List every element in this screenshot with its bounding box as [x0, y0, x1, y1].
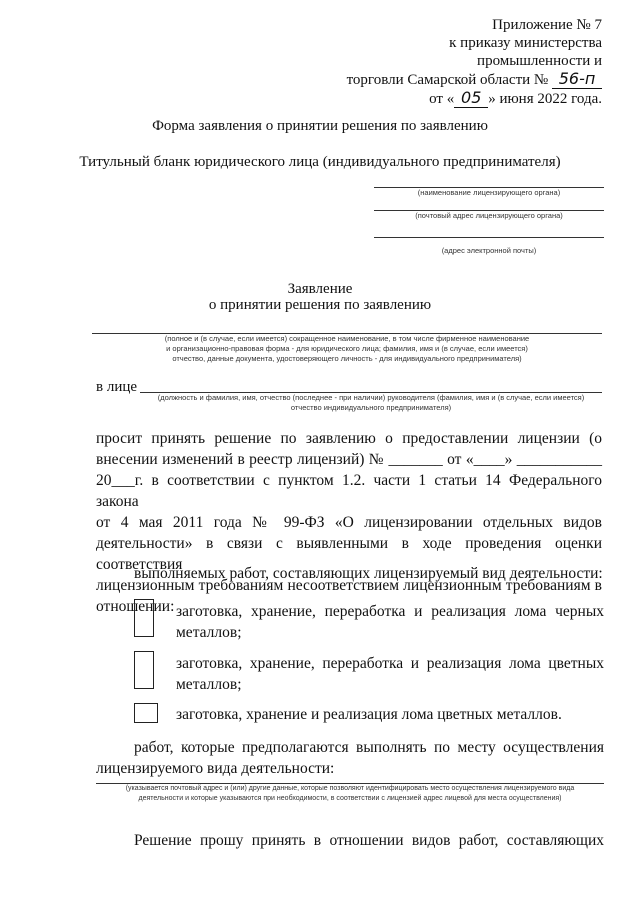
checkbox-icon	[134, 651, 154, 689]
option-2-checkbox[interactable]	[134, 651, 154, 689]
header-line3: промышленности и	[477, 53, 602, 69]
option-2-line2: металлов;	[176, 676, 242, 693]
option-1-text	[176, 601, 604, 643]
works-intro: выполняемых работ, составляющих лицензируемый вид деятельности:	[134, 565, 603, 582]
representative-caption-1: (должность и фамилия, имя, отчество (последнее - при наличии) руководителя (фамилия, имя и (в случае, если имеется)	[157, 393, 585, 402]
p1-line3: 20___г. в соответствии с пунктом 1.2. части 1 статьи 14 Федерального закона	[96, 472, 602, 510]
option-3-text	[176, 704, 604, 725]
header-line2: к приказу министерства	[449, 35, 602, 51]
request-paragraph	[96, 428, 602, 617]
p1-line5: деятельности» в связи с выявленными в ходе проведения оценки соответствия	[96, 535, 602, 573]
place-paragraph	[134, 737, 604, 758]
place-caption-1: (указывается почтовый адрес и (или) другие данные, которые позволяют идентифицировать место осуществления лицензируемого вида	[125, 785, 575, 792]
p1-line7: отношении:	[96, 598, 175, 615]
doc-subtitle: о принятии решения по заявлению	[208, 297, 432, 313]
header-line5-suffix: » июня 2022 года.	[488, 91, 602, 107]
applicant-caption-1: (полное и (в случае, если имеется) сокращенное наименование, в том числе фирменное наименование	[164, 334, 530, 343]
representative-block	[140, 392, 602, 413]
addressee-rule-3	[374, 237, 604, 238]
addressee-caption-3: (адрес электронной почты)	[441, 246, 537, 255]
addressee-caption-2: (почтовый адрес лицензирующего органа)	[415, 211, 563, 220]
applicant-block	[92, 333, 602, 364]
order-day: 05	[454, 89, 488, 108]
representative-caption-2: отчество индивидуального предпринимателя)	[290, 403, 452, 412]
p1-line4: от 4 мая 2011 года № 99-ФЗ «О лицензировании отдельных видов	[96, 514, 602, 531]
place-block	[96, 783, 604, 804]
checkbox-icon	[134, 703, 158, 723]
decision-paragraph: Решение прошу принять в отношении видов работ, составляющих	[134, 832, 604, 849]
addressee-block	[374, 181, 604, 256]
doc-title: Заявление	[287, 281, 353, 297]
p1-line2: внесении изменений в реестр лицензий) № _______ от «____» ___________	[96, 451, 602, 468]
addressee-caption-1: (наименование лицензирующего органа)	[417, 188, 561, 197]
header-line1: Приложение № 7	[492, 17, 602, 33]
p2-line1: работ, которые предполагаются выполнять по месту осуществления	[134, 739, 604, 756]
option-2-line1: заготовка, хранение, переработка и реализация лома цветных	[176, 655, 604, 672]
blank-title: Титульный бланк юридического лица (индивидуального предпринимателя)	[79, 154, 561, 170]
option-3-checkbox[interactable]	[134, 703, 158, 723]
order-number: 56-п	[552, 70, 602, 89]
checkbox-icon	[134, 599, 154, 637]
option-1-line1: заготовка, хранение, переработка и реализация лома черных	[176, 603, 604, 620]
option-2-text	[176, 653, 604, 695]
place-paragraph-line2: лицензируемого вида деятельности:	[96, 760, 335, 777]
option-1-checkbox[interactable]	[134, 599, 154, 637]
header-line5	[282, 89, 602, 108]
p1-line1: просит принять решение по заявлению о предоставлении лицензии (о	[96, 430, 602, 447]
header-line4	[282, 70, 602, 89]
representative-label: в лице	[96, 379, 138, 395]
applicant-caption-2: и организационно-правовая форма - для юридического лица; фамилия, имя и (в случае, если имеется)	[166, 344, 528, 353]
place-caption-2: деятельности и которые указываются при необходимости, в соответствии с лицензией адрес лицевой для места осуществления)	[138, 795, 562, 802]
option-3-line1: заготовка, хранение и реализация лома цветных металлов.	[176, 706, 562, 723]
form-title: Форма заявления о принятии решения по заявлению	[152, 118, 488, 134]
applicant-caption-3: отчество, данные документа, удостоверяющего личность - для индивидуального предпринимателя)	[172, 354, 522, 363]
appendix-header	[282, 16, 602, 108]
header-line4-prefix: торговли Самарской области №	[346, 72, 549, 88]
header-line5-prefix: от «	[429, 91, 455, 107]
p1-line6: лицензионным требованиям несоответствием лицензионным требованиям в	[96, 577, 602, 594]
option-1-line2: металлов;	[176, 624, 242, 641]
